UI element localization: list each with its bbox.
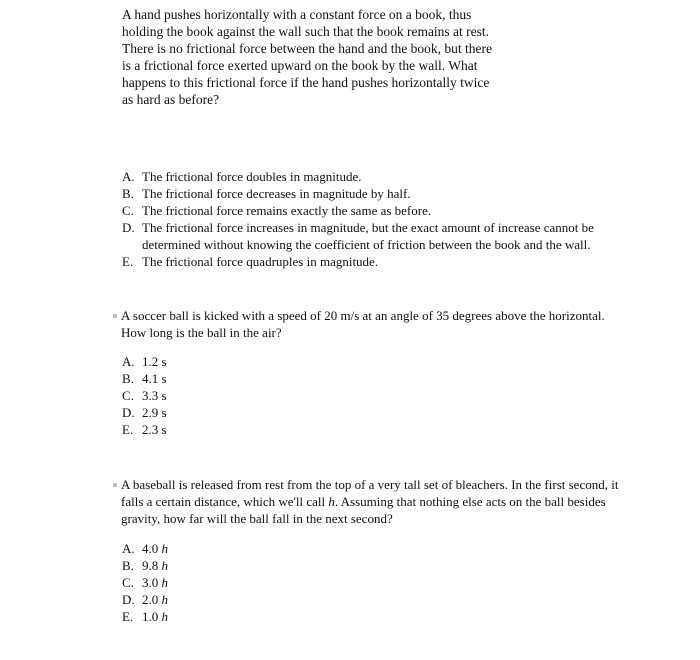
option-label: D. (122, 405, 135, 420)
option-text: The frictional force doubles in magnitude. (142, 169, 362, 184)
question-1-options (122, 168, 612, 270)
option-label: B. (122, 186, 134, 201)
option-label: C. (122, 203, 134, 218)
option-3b (122, 557, 322, 574)
option-text: 1.2 s (142, 354, 167, 369)
option-text: The frictional force increases in magnitude, but the exact amount of increase cannot be determined without knowing the coefficient of friction between the book and the wall. (142, 220, 594, 252)
option-value: 1.0 (142, 609, 159, 624)
option-text (142, 574, 322, 591)
distance-variable: h (328, 494, 335, 509)
question-2-options (122, 353, 322, 438)
option-text: The frictional force quadruples in magnitude. (142, 254, 379, 269)
option-2d (122, 404, 322, 421)
option-value: 4.0 (142, 541, 159, 556)
option-label: D. (122, 592, 135, 607)
option-label: B. (122, 371, 134, 386)
option-text: The frictional force decreases in magnitude by half. (142, 186, 411, 201)
option-text: 2.9 s (142, 405, 167, 420)
option-1b (122, 185, 612, 202)
option-label: C. (122, 575, 134, 590)
question-2-marker (113, 314, 117, 318)
option-unit: h (161, 575, 168, 590)
option-3c (122, 574, 322, 591)
question-3-options (122, 540, 322, 625)
option-1e (122, 253, 612, 270)
option-2e (122, 421, 322, 438)
option-text: 3.3 s (142, 388, 167, 403)
option-label: D. (122, 220, 135, 235)
option-label: C. (122, 388, 134, 403)
option-2b (122, 370, 322, 387)
stem-part: . Assuming that nothing else acts on the ball besides gravity, how far will the ball fall in the next second? (121, 494, 606, 526)
option-label: E. (122, 422, 134, 437)
option-text (142, 557, 322, 574)
option-2a (122, 353, 322, 370)
option-unit: h (161, 592, 168, 607)
option-1c (122, 202, 612, 219)
option-value: 3.0 (142, 575, 159, 590)
question-3 (121, 476, 631, 527)
option-value: 2.0 (142, 592, 159, 607)
option-text: 2.3 s (142, 422, 167, 437)
option-label: E. (122, 609, 134, 624)
option-value: 9.8 (142, 558, 159, 573)
option-1d (122, 219, 612, 253)
option-label: B. (122, 558, 134, 573)
option-unit: h (161, 541, 168, 556)
question-1 (122, 6, 502, 108)
question-2 (121, 307, 621, 341)
question-3-marker (113, 483, 117, 487)
option-unit: h (161, 609, 168, 624)
option-label: A. (122, 169, 135, 184)
option-label: E. (122, 254, 134, 269)
option-text: 4.1 s (142, 371, 167, 386)
option-1a (122, 168, 612, 185)
question-1-stem: A hand pushes horizontally with a constant force on a book, thus holding the book against the wall such that the book remains at rest. There is no frictional force between the hand and the book, but there is a frictional force exerted upward on the book by the wall. What happens to this frictional force if the hand pushes horizontally twice as hard as before? (122, 7, 492, 107)
option-2c (122, 387, 322, 404)
option-label: A. (122, 541, 135, 556)
option-label: A. (122, 354, 135, 369)
option-3e (122, 608, 322, 625)
option-text (142, 608, 322, 625)
stem-part: A baseball is released from rest from the top of a very tall set of bleachers. In the first second, it falls a certain distance, which we'll call (121, 477, 619, 509)
option-text: The frictional force remains exactly the same as before. (142, 203, 432, 218)
question-2-stem: A soccer ball is kicked with a speed of 20 m/s at an angle of 35 degrees above the horizontal. How long is the ball in the air? (121, 308, 605, 340)
question-3-stem (121, 476, 631, 527)
option-text (142, 591, 322, 608)
option-unit: h (161, 558, 168, 573)
option-3a (122, 540, 322, 557)
option-3d (122, 591, 322, 608)
option-text (142, 540, 322, 557)
